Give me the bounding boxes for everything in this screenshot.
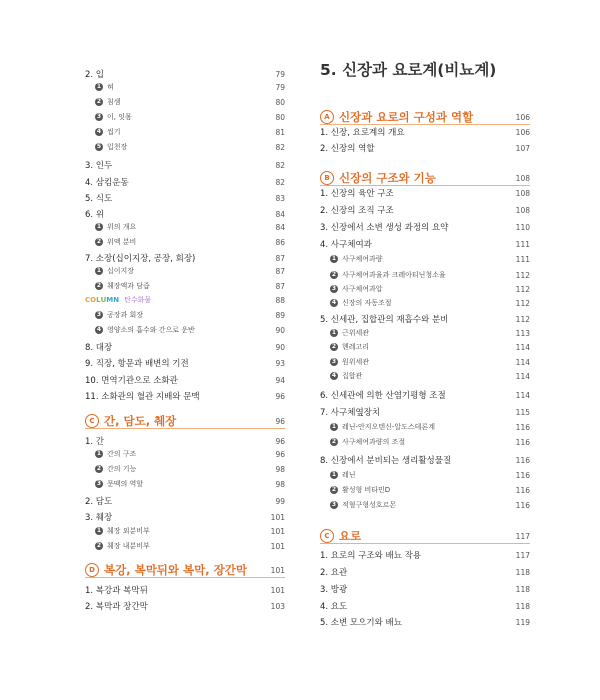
- toc-entry-title: 5. 식도: [85, 194, 113, 204]
- toc-subentry: [320, 298, 530, 308]
- toc-entry-title: 2. 복막과 장간막: [85, 602, 148, 612]
- toc-entry: [320, 566, 530, 578]
- toc-subentry-label: [95, 222, 136, 232]
- column-title: 탄수화물: [124, 296, 152, 304]
- toc-subentry: [85, 127, 285, 137]
- toc-entry: [320, 204, 530, 216]
- number-badge: 2: [96, 98, 102, 105]
- page-number: 89: [275, 310, 285, 320]
- toc-entry: [320, 313, 530, 325]
- toc-subentry-label: [95, 112, 132, 122]
- number-badge: 4: [331, 299, 337, 306]
- number-badge: 3: [96, 480, 102, 487]
- page-number: 115: [515, 407, 530, 417]
- page-number: 82: [275, 142, 285, 152]
- page-number: 114: [515, 371, 530, 381]
- page-number: 79: [275, 82, 285, 92]
- toc-entry-title: 10. 면역기관으로 소화관: [85, 376, 178, 386]
- toc-entry: [85, 208, 285, 220]
- page-number: 96: [275, 436, 285, 446]
- toc-subentry: [85, 266, 285, 276]
- toc-entry-title: 5. 소변 모으기와 배뇨: [320, 618, 402, 628]
- toc-entry-title: 4. 삼킴운동: [85, 178, 129, 188]
- number-badge: 1: [96, 223, 102, 230]
- toc-subentry-label: [95, 526, 150, 536]
- section-letter-icon: D: [85, 563, 99, 577]
- section-heading-label: [85, 562, 247, 578]
- number-badge: 1: [96, 83, 102, 90]
- page-number: 116: [515, 470, 530, 480]
- toc-entry-title: 8. 대장: [85, 343, 113, 353]
- toc-subentry: [85, 526, 285, 536]
- toc-entry-title: 11. 소화관의 혈관 지배와 문맥: [85, 392, 200, 402]
- toc-subentry-title: 췌장액과 담즙: [107, 282, 150, 290]
- page-number: 87: [275, 266, 285, 276]
- toc-entry-title: 3. 신장에서 소변 생성 과정의 요약: [320, 223, 449, 233]
- toc-entry-title: 8. 신장에서 분비되는 생리활성물질: [320, 456, 452, 466]
- toc-entry: [320, 389, 530, 401]
- toc-entry: [320, 406, 530, 418]
- toc-entry: [85, 374, 285, 386]
- toc-subentry: [320, 254, 530, 264]
- number-badge: 3: [96, 113, 102, 120]
- number-badge: 5: [96, 143, 102, 150]
- section-letter-icon: C: [320, 529, 334, 543]
- toc-subentry: [320, 485, 530, 495]
- number-badge: 3: [331, 285, 337, 292]
- toc-entry: [85, 390, 285, 402]
- toc-subentry-label: [95, 237, 136, 247]
- toc-subentry-label: [95, 281, 150, 291]
- toc-subentry: [85, 112, 285, 122]
- column-badge: C O L U M N: [85, 296, 120, 304]
- toc-entry-title: 5. 신세관, 집합관의 재흡수와 분비: [320, 315, 449, 325]
- page-number: 106: [515, 112, 530, 122]
- toc-subentry-title: 사구체여과량의 조절: [342, 438, 406, 446]
- toc-subentry-title: 사구체여과율과 크레아티닌청소율: [342, 271, 446, 279]
- section-heading: [320, 528, 530, 544]
- toc-entry-title: 1. 간: [85, 437, 105, 447]
- page-number: 98: [275, 464, 285, 474]
- toc-subentry: [85, 325, 285, 335]
- toc-entry: [85, 192, 285, 204]
- toc-entry-title: 9. 직장, 항문과 배변의 기전: [85, 359, 189, 369]
- toc-subentry-label: [95, 142, 127, 152]
- number-badge: 2: [96, 238, 102, 245]
- page-number: 114: [515, 390, 530, 400]
- toc-entry-title: 4. 사구체여과: [320, 240, 372, 250]
- toc-entry: [85, 341, 285, 353]
- section-title: 요로: [339, 529, 362, 543]
- page-number: 113: [515, 328, 530, 338]
- page-number: 111: [515, 239, 530, 249]
- page-number: 116: [515, 437, 530, 447]
- page-number: 117: [515, 550, 530, 560]
- page-number: 101: [270, 541, 285, 551]
- toc-entry-title: 3. 방광: [320, 585, 348, 595]
- section-heading-label: [85, 413, 176, 429]
- toc-subentry-label: [330, 298, 392, 308]
- toc-subentry-title: 입천장: [107, 143, 128, 151]
- page-number: 116: [515, 485, 530, 495]
- page-number: 106: [515, 127, 530, 137]
- page-number: 116: [515, 500, 530, 510]
- toc-subentry: [85, 222, 285, 232]
- toc-subentry-label: [330, 437, 405, 447]
- page-number: 82: [275, 160, 285, 170]
- toc-subentry: [85, 449, 285, 459]
- toc-subentry-title: 혀: [107, 83, 114, 91]
- toc-entry: [85, 68, 285, 80]
- page-number: 81: [275, 127, 285, 137]
- toc-subentry-title: 영양소의 흡수와 간으로 운반: [107, 326, 195, 334]
- toc-subentry: [85, 281, 285, 291]
- toc-subentry-title: 신장의 자동조절: [342, 299, 392, 307]
- toc-entry: [320, 238, 530, 250]
- toc-entry-title: 6. 신세관에 의한 산염기평형 조절: [320, 391, 446, 401]
- number-badge: 1: [96, 267, 102, 274]
- toc-entry-title: 6. 위: [85, 210, 105, 220]
- toc-entry-title: 2. 입: [85, 70, 105, 80]
- page-number: 80: [275, 97, 285, 107]
- toc-entry: [85, 584, 285, 596]
- toc-subentry-title: 문맥의 역할: [107, 480, 144, 488]
- toc-entry: [320, 616, 530, 628]
- toc-subentry: [320, 422, 530, 432]
- toc-entry: [85, 511, 285, 523]
- toc-subentry: [320, 270, 530, 280]
- toc-subentry-label: [95, 464, 136, 474]
- number-badge: 2: [331, 486, 337, 493]
- toc-subentry: [85, 464, 285, 474]
- section-heading-label: [320, 528, 361, 544]
- page-number: 116: [515, 455, 530, 465]
- page-number: 108: [515, 205, 530, 215]
- toc-subentry-title: 위액 분비: [107, 238, 137, 246]
- toc-entry: [85, 159, 285, 171]
- toc-entry: [320, 126, 530, 138]
- page-number: 101: [270, 565, 285, 575]
- toc-subentry-title: 공장과 회장: [107, 311, 144, 319]
- page-number: 84: [275, 209, 285, 219]
- number-badge: 4: [96, 128, 102, 135]
- toc-subentry-title: 간의 구조: [107, 450, 137, 458]
- toc-subentry: [85, 479, 285, 489]
- section-heading: [85, 413, 285, 429]
- toc-subentry-title: 활성형 비타민D: [342, 486, 391, 494]
- number-badge: 2: [96, 542, 102, 549]
- number-badge: 2: [331, 271, 337, 278]
- section-letter-icon: C: [85, 414, 99, 428]
- page-number: 80: [275, 112, 285, 122]
- section-title: 복강, 복막뒤와 복막, 장간막: [104, 563, 247, 577]
- toc-entry: [85, 252, 285, 264]
- page-number: 79: [275, 69, 285, 79]
- toc-entry-title: 2. 요관: [320, 568, 348, 578]
- toc-entry-title: 2. 담도: [85, 497, 113, 507]
- toc-entry-title: 1. 신장의 육안 구조: [320, 189, 394, 199]
- toc-subentry-label: [95, 479, 143, 489]
- page-number: 101: [270, 512, 285, 522]
- toc-subentry-label: [95, 127, 121, 137]
- toc-subentry-title: 원위세관: [342, 358, 370, 366]
- section-heading: [320, 170, 530, 186]
- toc-subentry-title: 근위세관: [342, 329, 370, 337]
- toc-subentry-label: [330, 371, 362, 381]
- number-badge: 1: [96, 527, 102, 534]
- toc-subentry-title: 간의 기능: [107, 465, 137, 473]
- section-letter-icon: B: [320, 171, 334, 185]
- toc-entry: [320, 187, 530, 199]
- number-badge: 3: [331, 358, 337, 365]
- page-number: 107: [515, 143, 530, 153]
- page-number: 114: [515, 357, 530, 367]
- toc-entry-title: 1. 복강과 복막뒤: [85, 586, 148, 596]
- toc-entry-title: 2. 신장의 역할: [320, 144, 375, 154]
- number-badge: 2: [96, 465, 102, 472]
- toc-subentry-label: [330, 254, 383, 264]
- toc-entry: [85, 176, 285, 188]
- number-badge: 2: [331, 343, 337, 350]
- page-number: 87: [275, 281, 285, 291]
- toc-entry: [320, 600, 530, 612]
- section-title: 신장의 구조와 기능: [339, 171, 436, 185]
- page-number: 99: [275, 496, 285, 506]
- page-number: 108: [515, 173, 530, 183]
- toc-entry: [85, 357, 285, 369]
- toc-entry: [320, 549, 530, 561]
- toc-subentry-title: 레닌: [342, 471, 356, 479]
- page-number: 83: [275, 193, 285, 203]
- section-heading-label: [320, 109, 473, 125]
- page-number: 86: [275, 237, 285, 247]
- page-number: 118: [515, 601, 530, 611]
- toc-subentry: [320, 371, 530, 381]
- number-badge: 1: [331, 255, 337, 262]
- page-number: 96: [275, 416, 285, 426]
- page-number: 96: [275, 449, 285, 459]
- page-number: 88: [275, 295, 285, 305]
- page-number: 118: [515, 567, 530, 577]
- section-heading: [320, 109, 530, 125]
- page-number: 110: [515, 222, 530, 232]
- toc-subentry: [85, 310, 285, 320]
- toc-subentry: [85, 142, 285, 152]
- toc-subentry-title: 이, 잇몸: [107, 113, 132, 121]
- number-badge: 1: [331, 423, 337, 430]
- toc-entry-title: 2. 신장의 조직 구조: [320, 206, 394, 216]
- toc-subentry-label: [95, 310, 143, 320]
- toc-subentry-title: 헨레고리: [342, 343, 370, 351]
- page-number: 117: [515, 531, 530, 541]
- section-letter-icon: A: [320, 110, 334, 124]
- number-badge: 3: [96, 311, 102, 318]
- page-number: 90: [275, 342, 285, 352]
- page-number: 112: [515, 298, 530, 308]
- toc-subentry-title: 사구체여과압: [342, 285, 383, 293]
- number-badge: 4: [96, 326, 102, 333]
- page-number: 111: [515, 254, 530, 264]
- page-number: 108: [515, 188, 530, 198]
- section-title: 간, 담도, 췌장: [104, 414, 177, 428]
- toc-entry: [320, 142, 530, 154]
- page-number: 94: [275, 375, 285, 385]
- toc-subentry-label: [330, 485, 390, 495]
- toc-subentry-label: [330, 470, 356, 480]
- toc-subentry-label: [330, 328, 369, 338]
- number-badge: 1: [331, 471, 337, 478]
- toc-subentry: [320, 284, 530, 294]
- number-badge: 2: [331, 438, 337, 445]
- page-number: 82: [275, 177, 285, 187]
- toc-entry-title: 3. 췌장: [85, 513, 113, 523]
- page-number: 101: [270, 526, 285, 536]
- page-number: 101: [270, 585, 285, 595]
- toc-subentry-title: 적혈구형성호르몬: [342, 501, 397, 509]
- toc-subentry-label: [95, 97, 121, 107]
- toc-subentry: [320, 342, 530, 352]
- page-number: 114: [515, 342, 530, 352]
- page-number: 90: [275, 325, 285, 335]
- toc-subentry-title: 레닌-안지오텐신-알도스테론계: [342, 423, 435, 431]
- toc-entry-title: 1. 신장, 요로계의 개요: [320, 128, 405, 138]
- toc-subentry-label: [95, 82, 114, 92]
- toc-subentry-label: [95, 266, 134, 276]
- page-number: 98: [275, 479, 285, 489]
- page-number: 84: [275, 222, 285, 232]
- toc-subentry: [320, 500, 530, 510]
- toc-subentry-title: 집합관: [342, 372, 363, 380]
- page-number: 87: [275, 253, 285, 263]
- number-badge: 3: [331, 501, 337, 508]
- toc-subentry-title: 사구체여과량: [342, 255, 383, 263]
- page-number: 116: [515, 422, 530, 432]
- toc-entry-title: 1. 요로의 구조와 배뇨 작용: [320, 551, 422, 561]
- toc-subentry-label: [330, 270, 446, 280]
- toc-subentry-title: 침샘: [107, 98, 121, 106]
- toc-subentry-title: 췌장 내분비부: [107, 542, 150, 550]
- toc-subentry: [85, 97, 285, 107]
- toc-subentry: [320, 357, 530, 367]
- toc-subentry: [320, 470, 530, 480]
- toc-subentry-title: 췌장 외분비부: [107, 527, 150, 535]
- page-number: 96: [275, 391, 285, 401]
- column-entry: [85, 295, 285, 305]
- toc-entry: [85, 435, 285, 447]
- number-badge: 1: [96, 450, 102, 457]
- toc-entry-title: 4. 요도: [320, 602, 348, 612]
- toc-subentry: [320, 328, 530, 338]
- toc-subentry-label: [95, 449, 136, 459]
- toc-entry: [320, 221, 530, 233]
- toc-subentry-title: 씹기: [107, 128, 121, 136]
- page-number: 118: [515, 584, 530, 594]
- toc-entry-title: 3. 인두: [85, 161, 113, 171]
- toc-subentry-title: 위의 개요: [107, 223, 137, 231]
- toc-subentry-label: [330, 422, 435, 432]
- page-number: 93: [275, 358, 285, 368]
- page-number: 112: [515, 270, 530, 280]
- page-number: 103: [270, 601, 285, 611]
- toc-subentry-label: [330, 500, 396, 510]
- toc-subentry: [320, 437, 530, 447]
- toc-subentry-label: [95, 325, 195, 335]
- toc-entry: [85, 600, 285, 612]
- column-entry-label: [85, 295, 151, 305]
- toc-subentry: [85, 237, 285, 247]
- toc-subentry: [85, 82, 285, 92]
- chapter-title: 5. 신장과 요로계(비뇨계): [320, 61, 497, 79]
- toc-subentry: [85, 541, 285, 551]
- toc-entry: [320, 583, 530, 595]
- number-badge: 2: [96, 282, 102, 289]
- section-heading-label: [320, 170, 436, 186]
- section-title: 신장과 요로의 구성과 역할: [339, 110, 474, 124]
- page-number: 119: [515, 617, 530, 627]
- toc-entry: [320, 454, 530, 466]
- toc-subentry-label: [330, 342, 369, 352]
- toc-subentry-label: [330, 357, 369, 367]
- page-number: 112: [515, 314, 530, 324]
- toc-entry: [85, 495, 285, 507]
- toc-subentry-label: [330, 284, 383, 294]
- page-number: 112: [515, 284, 530, 294]
- toc-entry-title: 7. 소장(십이지장, 공장, 회장): [85, 254, 196, 264]
- number-badge: 1: [331, 329, 337, 336]
- toc-subentry-title: 십이지장: [107, 267, 135, 275]
- toc-entry-title: 7. 사구체옆장치: [320, 408, 381, 418]
- number-badge: 4: [331, 372, 337, 379]
- toc-subentry-label: [95, 541, 150, 551]
- section-heading: [85, 562, 285, 578]
